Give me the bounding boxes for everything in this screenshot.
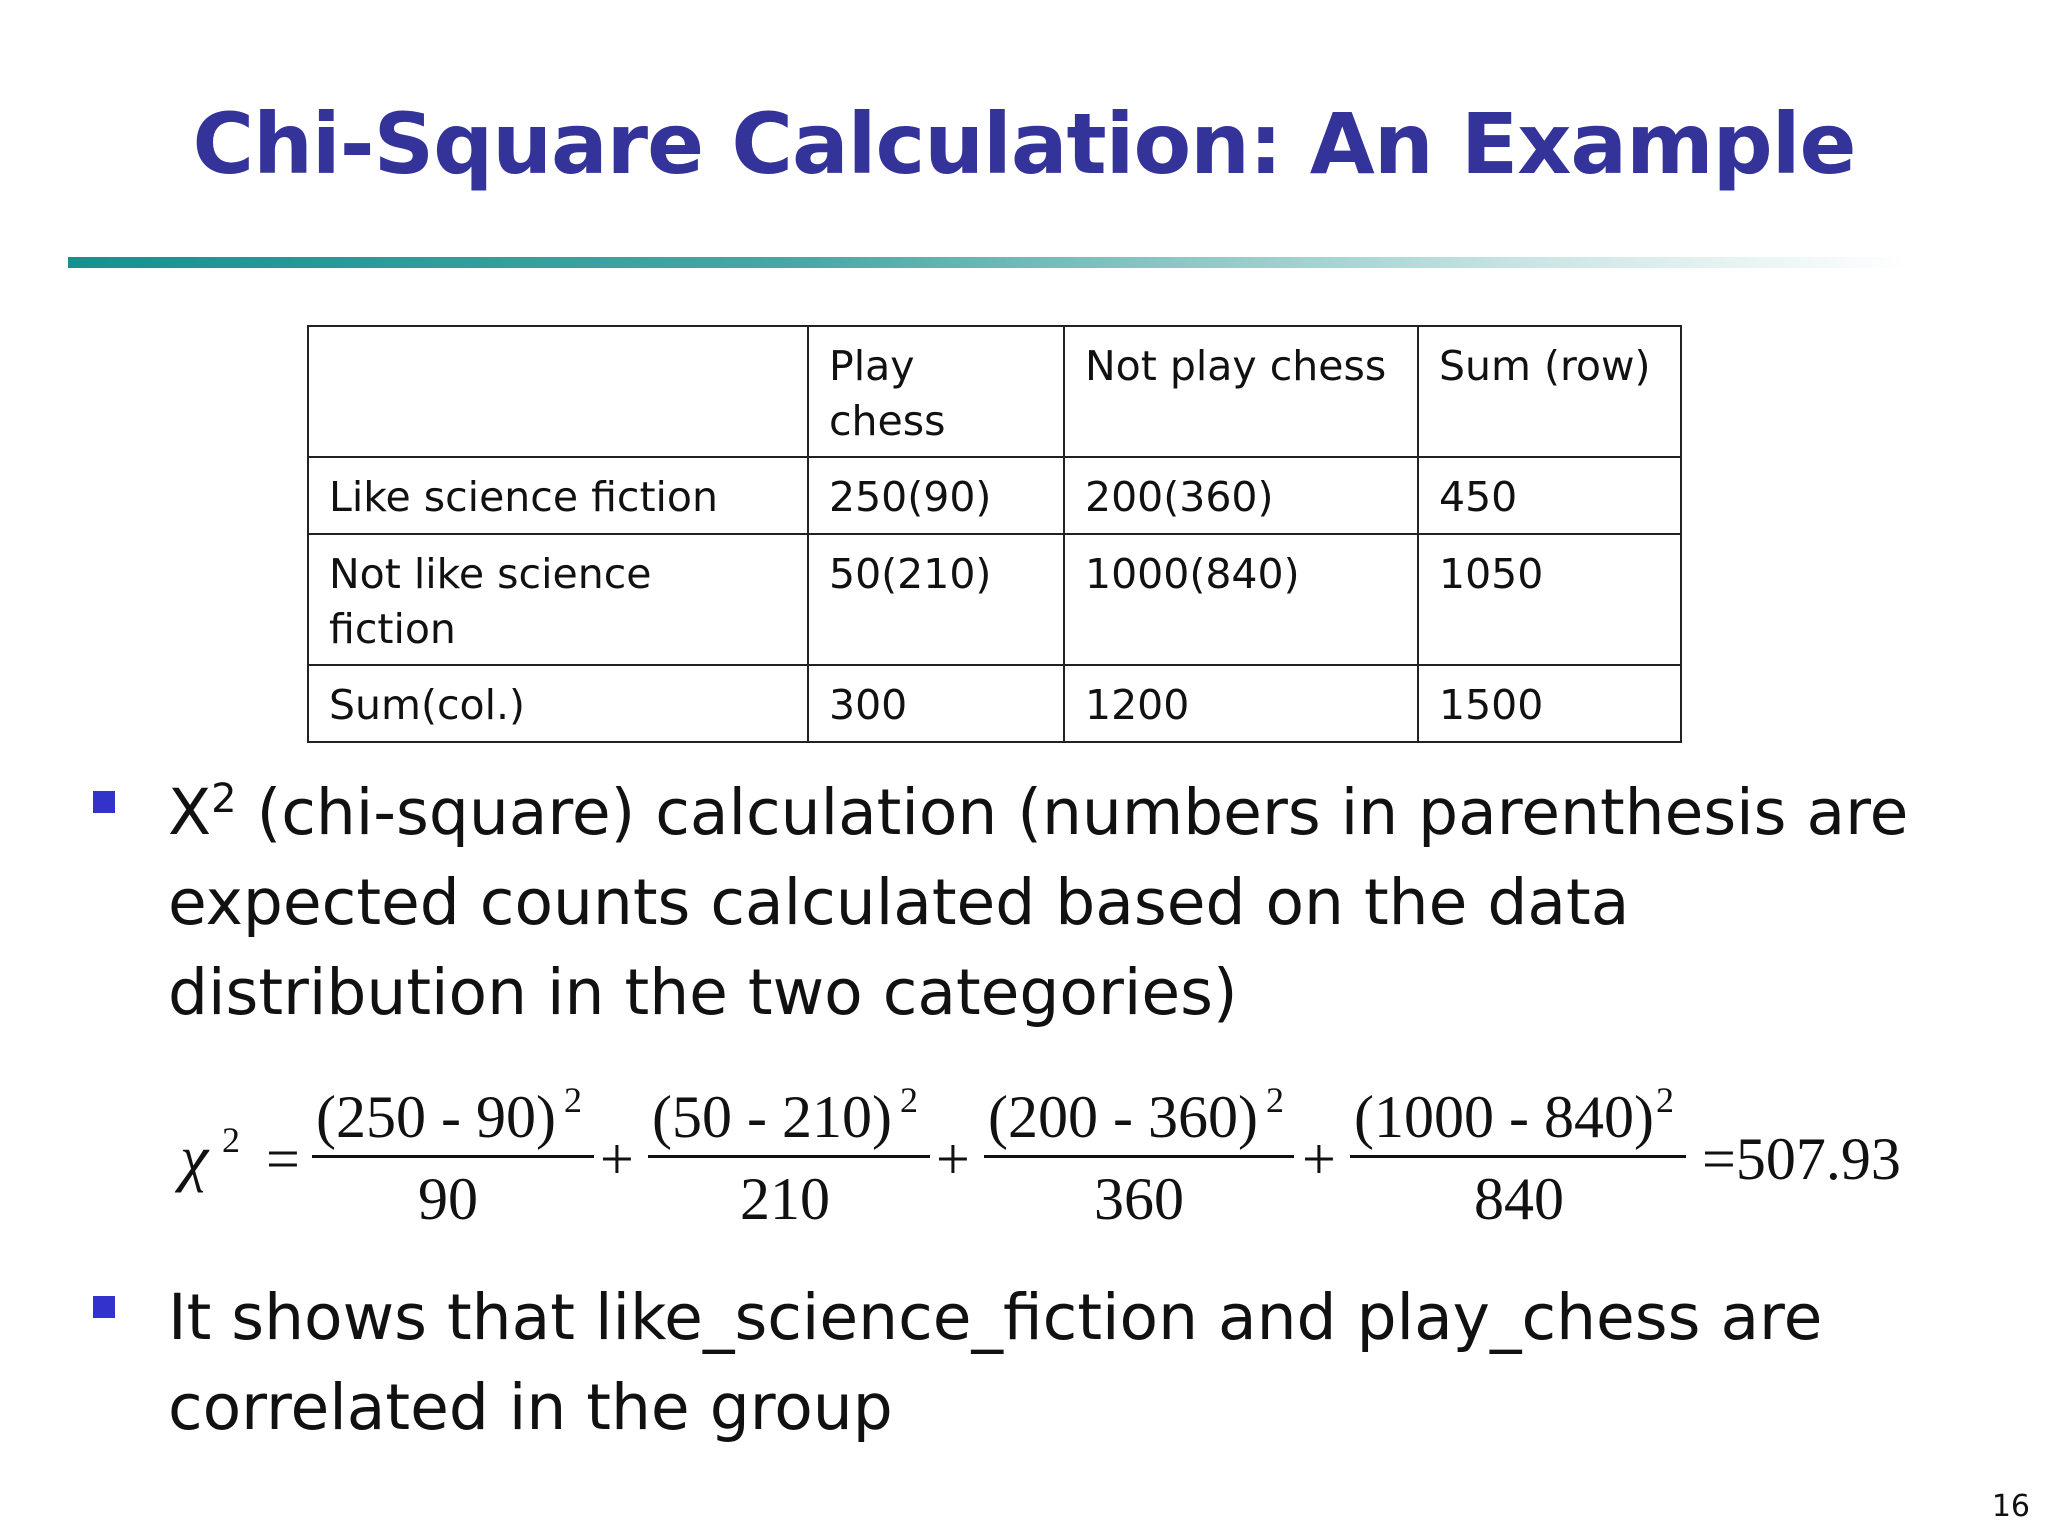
formula-plus: +: [1302, 1126, 1336, 1192]
table-header-cell: Sum (row): [1418, 326, 1681, 457]
table-cell: 1500: [1418, 665, 1681, 742]
term-numerator: (200 - 360): [988, 1084, 1258, 1150]
table-cell: 1050: [1418, 534, 1681, 665]
fraction-bar: [984, 1155, 1294, 1158]
term-denominator: 840: [1474, 1166, 1564, 1232]
chi-symbol: X: [168, 776, 212, 849]
slide-title: Chi-Square Calculation: An Example: [192, 95, 1856, 193]
table-cell: 1200: [1064, 665, 1418, 742]
formula-chi-symbol: χ: [180, 1122, 209, 1193]
fraction-bar: [648, 1155, 930, 1158]
term-power: 2: [564, 1080, 582, 1120]
table-row: [308, 534, 1681, 665]
contingency-table: [307, 325, 1682, 743]
term-denominator: 360: [1094, 1166, 1184, 1232]
table-cell: 250(90): [808, 457, 1064, 534]
table-header-cell: Not play chess: [1064, 326, 1418, 457]
formula-plus: +: [936, 1126, 970, 1192]
term-numerator: (1000 - 840): [1354, 1084, 1654, 1150]
table-header-row: [308, 326, 1681, 457]
page-number: 16: [1991, 1489, 2030, 1524]
term-denominator: 90: [418, 1166, 478, 1232]
table-header-cell: Play chess: [808, 326, 1064, 457]
term-numerator: (50 - 210): [652, 1084, 892, 1150]
table-header-cell: [308, 326, 808, 457]
table-row-label: Like science fiction: [308, 457, 808, 534]
table-cell: 1000(840): [1064, 534, 1418, 665]
term-denominator: 210: [740, 1166, 830, 1232]
bullet-marker-icon: [93, 1296, 115, 1318]
formula-equals: =: [266, 1126, 300, 1192]
table-row-label: Sum(col.): [308, 665, 808, 742]
formula-result: =507.93: [1702, 1126, 1901, 1192]
table-cell: 200(360): [1064, 457, 1418, 534]
term-power: 2: [1656, 1080, 1674, 1120]
term-power: 2: [1266, 1080, 1284, 1120]
formula-chi-power: 2: [222, 1120, 240, 1160]
title-divider: [68, 257, 1908, 268]
fraction-bar: [312, 1155, 594, 1158]
table-cell: 50(210): [808, 534, 1064, 665]
table-row-label: Not like science fiction: [308, 534, 808, 665]
table-cell: 450: [1418, 457, 1681, 534]
table-row: [308, 665, 1681, 742]
bullet-marker-icon: [93, 791, 115, 813]
term-numerator: (250 - 90): [316, 1084, 556, 1150]
fraction-bar: [1350, 1155, 1686, 1158]
chi-square-formula: [178, 1080, 1918, 1245]
bullet-correlation-conclusion: It shows that like_science_fiction and play_chess are correlated in the group: [168, 1281, 1823, 1444]
table-row: [308, 457, 1681, 534]
formula-plus: +: [600, 1126, 634, 1192]
chi-superscript: 2: [211, 776, 237, 822]
table-cell: 300: [808, 665, 1064, 742]
bullet-text: (chi-square) calculation (numbers in parenthesis are expected counts calculated based on the data distribution in the two categories): [168, 776, 1909, 1029]
term-power: 2: [900, 1080, 918, 1120]
bullet-chi-square-explanation: [168, 768, 1968, 1038]
